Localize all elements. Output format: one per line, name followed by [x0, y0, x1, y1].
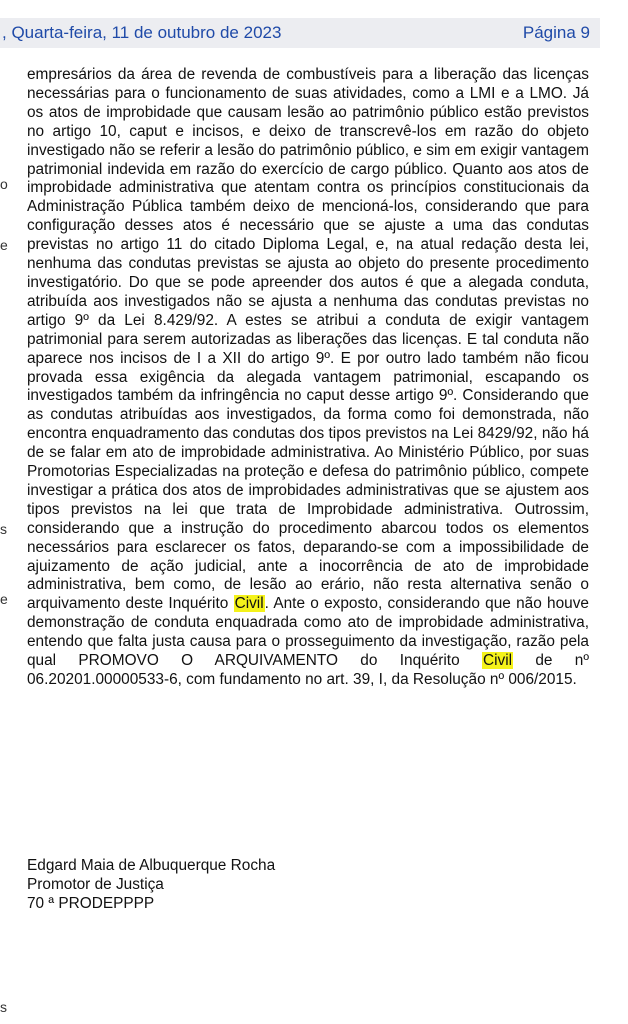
margin-fragment: e	[0, 237, 8, 253]
margin-fragment: s	[0, 521, 7, 537]
margin-fragment: o	[0, 176, 8, 192]
margin-fragment: e	[0, 591, 8, 607]
signatory-office: 70 ª PRODEPPPP	[27, 894, 155, 912]
margin-fragment: s	[0, 999, 7, 1015]
signatory-role: Promotor de Justiça	[27, 875, 164, 893]
body-paragraph	[27, 66, 589, 690]
signatory-name: Edgard Maia de Albuquerque Rocha	[27, 857, 276, 874]
header-date: , Quarta-feira, 11 de outubro de 2023	[2, 23, 282, 42]
body-text-part: de nº 06.20201.00000533-6, com fundamento no art. 39, I, da Resolução nº 006/2015.	[27, 652, 589, 688]
signature-block	[27, 857, 275, 914]
highlighted-term: Civil	[234, 595, 264, 613]
page-number: Página 9	[522, 23, 590, 42]
body-text-part: . Ante o exposto, considerando que não houve demonstração de conduta enquadrada como ato de improbidade administrativa, entendo que falta justa causa para o prosseguimento da investigação, razão pela qual PROMOVO O ARQUIVAMENTO do Inquérito	[27, 595, 589, 670]
highlighted-term: Civil	[482, 652, 513, 670]
page-header	[0, 18, 600, 48]
body-text-part: empresários da área de revenda de combustíveis para a liberação das licenças necessárias para o funcionamento de suas atividades, como a LMI e a LMO. Já os atos de improbidade que causam lesão ao patrimônio público estão previstos no artigo 10, caput e incisos, e deixo de transcrevê-los em razão do objeto investigado não se referir a lesão do patrimônio público, e sim em exigir vantagem patrimonial indevida em razão do exercício de cargo público. Quanto aos atos de improbidade administrativa que atentam contra os princípios constitucionais da Administração Pública também deixo de mencioná-los, considerando que para configuração desses atos é necessário que se ajuste a uma das condutas previstas no artigo 11 do citado Diploma Legal, e, na atual redação desta lei, nenhuma das condutas previstas se ajusta ao objeto do presente procedimento investigatório. Do que se pode apreender dos autos é que a alegada conduta, atribuída aos investigados não se ajusta a nenhuma das condutas previstas no artigo 9º da Lei 8.429/92. A estes se atribui a conduta de exigir vantagem patrimonial para serem autorizadas as liberações das licenças. E tal conduta não aparece nos incisos de I a XII do artigo 9º. E por outro lado também não ficou provada essa exigência da alegada vantagem patrimonial, escapando os investigados também da infringência no caput desse artigo 9º. Considerando que as condutas atribuídas aos investigados, da forma como foi demonstrada, não encontra enquadramento das condutas dos tipos previstos na Lei 8429/92, não há de se falar em ato de improbidade administrativa. Ao Ministério Público, por suas Promotorias Especializadas na proteção e defesa do patrimônio público, compete investigar a prática dos atos de improbidades administrativas que se ajustem aos tipos previstos na lei que trata de Improbidade administrativa. Outrossim, considerando que a instrução do procedimento abarcou todos os elementos necessários para esclarecer os fatos, deparando-se com a impossibilidade de ajuizamento de ação judicial, ante a inocorrência de ato de improbidade administrativa, bem como, de lesão ao erário, não resta alternativa senão o arquivamento deste Inquérito	[27, 66, 589, 613]
